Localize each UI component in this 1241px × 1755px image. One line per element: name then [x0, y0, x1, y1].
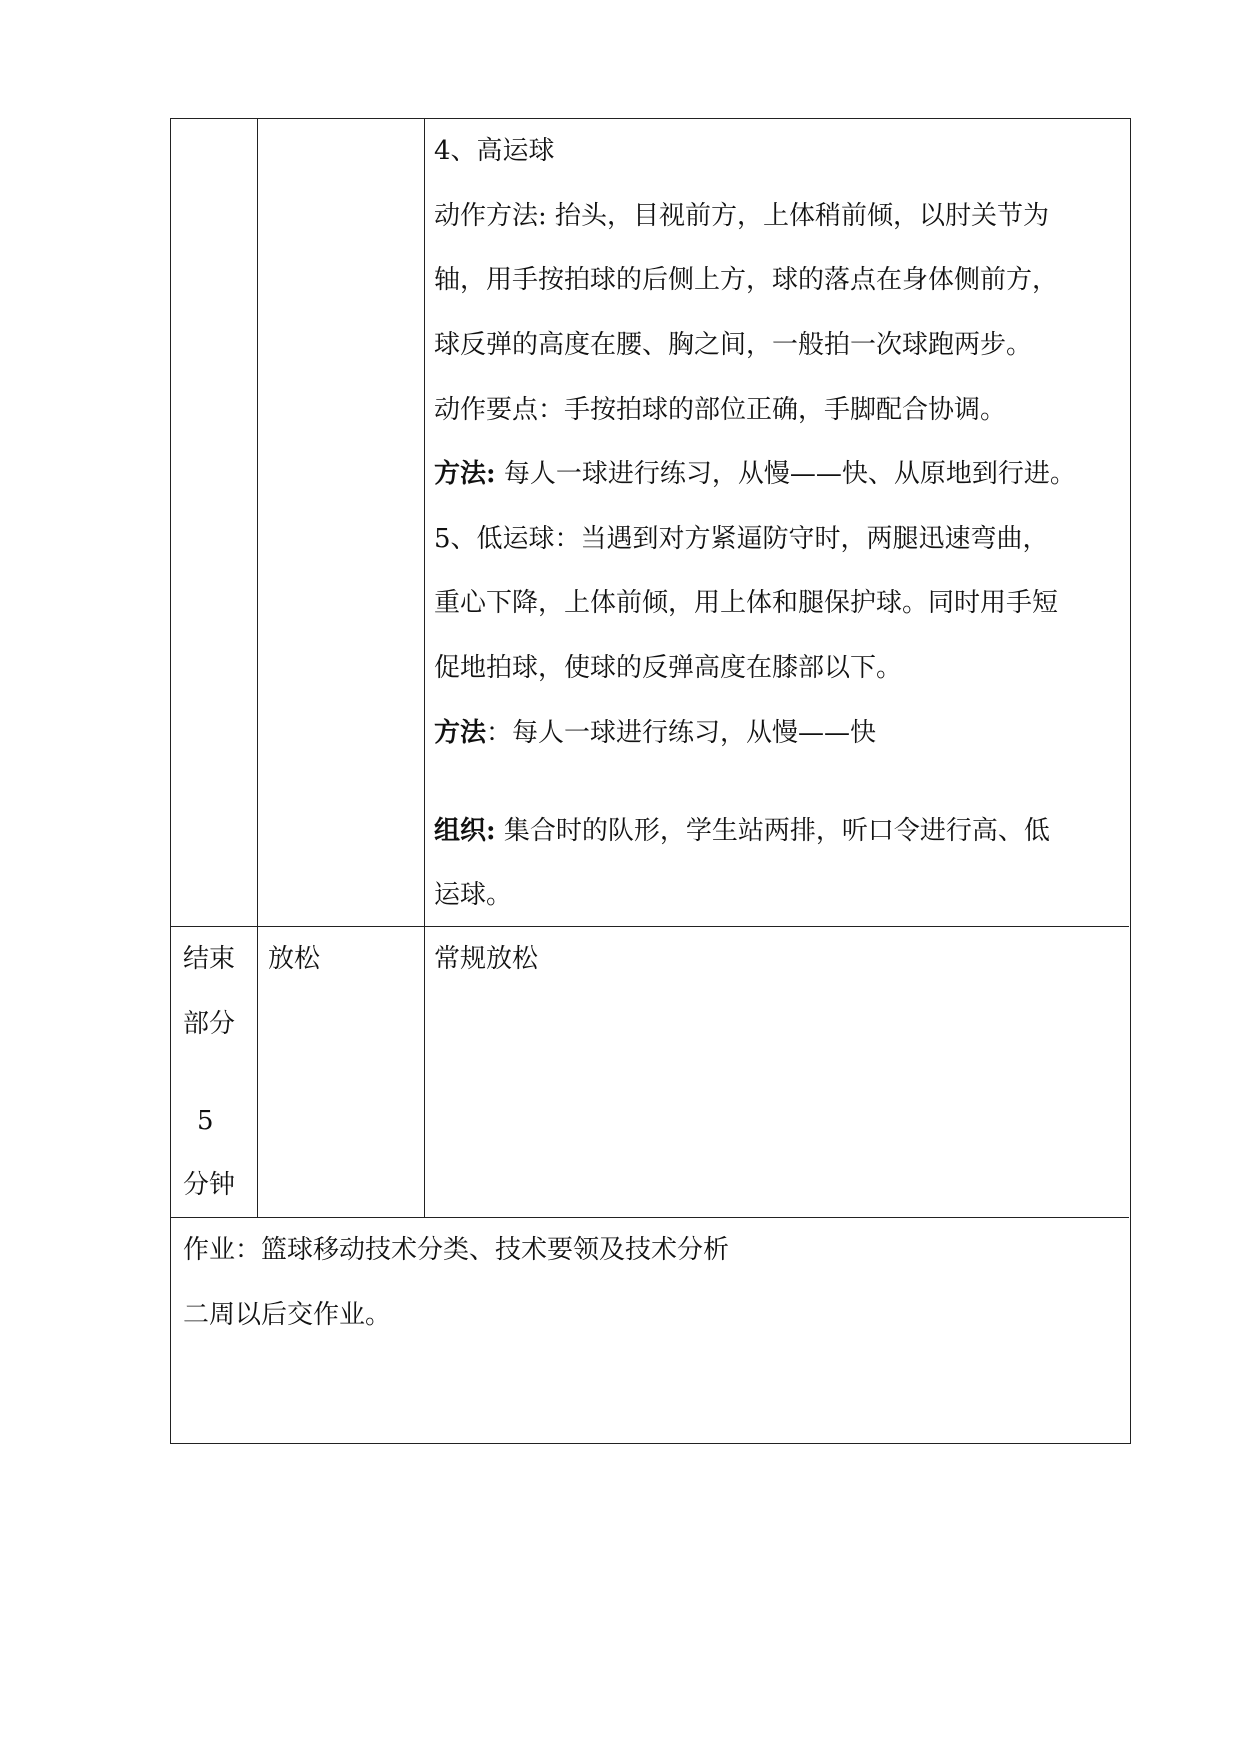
paragraph-line: 球反弹的高度在腰、胸之间，一般拍一次球跑两步。	[434, 330, 1033, 360]
closing-content: 放松	[268, 944, 321, 974]
duration-number: 5	[197, 1106, 214, 1136]
method-line	[434, 720, 876, 746]
paragraph-line: 动作要点：手按拍球的部位正确，手脚配合协调。	[434, 395, 1007, 425]
row-divider	[171, 1217, 1129, 1218]
column-divider	[257, 119, 258, 1217]
section-heading: 4、高运球	[434, 136, 555, 166]
method-text: ：每人一球进行练习，从慢——快	[486, 718, 877, 748]
organization-label: 组织:	[434, 816, 496, 846]
closing-method: 常规放松	[434, 944, 539, 974]
homework-line: 二周以后交作业。	[183, 1300, 392, 1330]
column-divider	[424, 119, 425, 1217]
section-label: 部分	[183, 1009, 236, 1039]
paragraph-line: 5、低运球：当遇到对方紧逼防守时，两腿迅速弯曲，	[434, 524, 1049, 554]
paragraph-line: 促地拍球，使球的反弹高度在膝部以下。	[434, 653, 903, 683]
paragraph-line: 重心下降，上体前倾，用上体和腿保护球。同时用手短	[434, 588, 1059, 618]
homework-line: 作业：篮球移动技术分类、技术要领及技术分析	[183, 1235, 730, 1265]
organization-text: 集合时的队形，学生站两排，听口令进行高、低	[503, 816, 1050, 846]
organization-line: 运球。	[434, 880, 513, 910]
section-label: 结束	[183, 944, 236, 974]
method-line	[434, 461, 1076, 487]
organization-line	[434, 818, 1050, 844]
method-label: 方法	[434, 718, 487, 748]
method-text: 每人一球进行练习，从慢——快、从原地到行进。	[503, 459, 1076, 489]
method-label: 方法:	[434, 459, 496, 489]
paragraph-line: 轴，用手按拍球的后侧上方，球的落点在身体侧前方，	[434, 265, 1059, 295]
duration-unit: 分钟	[183, 1170, 236, 1200]
paragraph-line: 动作方法: 抬头，目视前方，上体稍前倾，以肘关节为	[434, 201, 1050, 231]
row-divider	[171, 926, 1129, 927]
